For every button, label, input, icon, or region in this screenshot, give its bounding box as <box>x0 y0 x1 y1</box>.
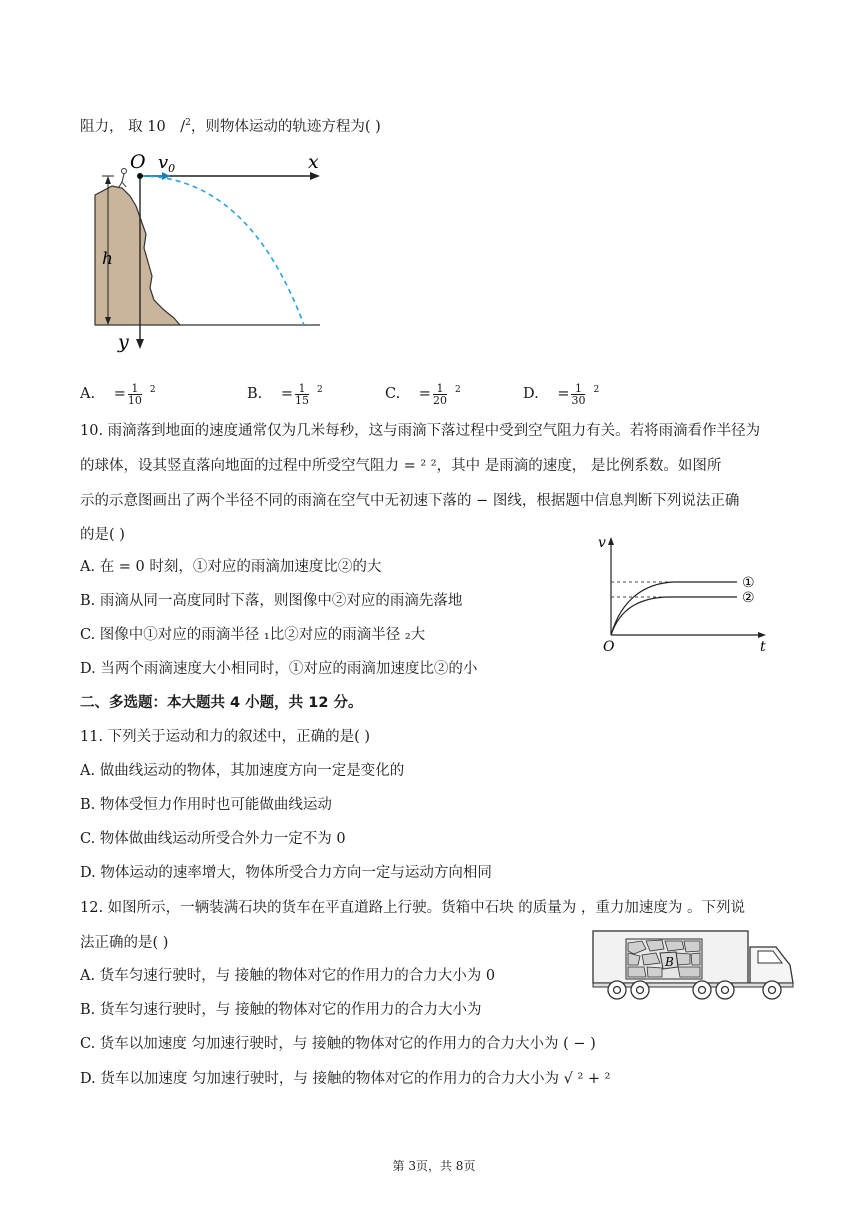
q11-stem: 11. 下列关于运动和力的叙述中，正确的是( ) <box>80 729 371 745</box>
origin-dot <box>137 173 143 179</box>
q11-option-d[interactable]: D. 物体运动的速率增大，物体所受合力方向一定与运动方向相同 <box>80 865 492 881</box>
graph-y-arrow <box>608 537 614 545</box>
q9-option-a[interactable]: A. = $\frac{1}{10}$ $^2$ <box>80 381 156 407</box>
height-top-arrow <box>105 176 111 184</box>
curve-2 <box>611 597 737 635</box>
q12-option-a[interactable]: A. 货车匀速行驶时，与 接触的物体对它的作用力的合力大小为 0 <box>80 968 496 984</box>
fraction: $\frac{1}{30}$ <box>571 381 586 407</box>
curve-2-label: ② <box>742 590 755 606</box>
trajectory-curve <box>140 176 304 325</box>
q9-stem-part1: 阻力， 取 10 <box>80 119 166 135</box>
fraction: $\frac{1}{20}$ <box>432 381 447 407</box>
q9-stem-sup: 2 <box>185 118 191 128</box>
x-axis-arrow <box>310 172 320 180</box>
y-axis-label: y <box>118 331 129 353</box>
graph-y-label: v <box>598 535 606 551</box>
fraction: $\frac{1}{15}$ <box>295 381 310 407</box>
q11-option-b[interactable]: B. 物体受恒力作用时也可能做曲线运动 <box>80 797 332 813</box>
q9-option-b[interactable]: B. = $\frac{1}{15}$ $^2$ <box>247 381 323 407</box>
height-label: h <box>102 249 113 269</box>
q12-stem-line2: 法正确的是( ) <box>80 935 169 951</box>
q10-stem-line2: 的球体，设其竖直落向地面的过程中所受空气阻力 = ² ²，其中 是雨滴的速度， 是比例系数。如图所 <box>80 458 722 474</box>
graph-x-arrow <box>758 632 766 638</box>
projectile-cliff-figure <box>88 150 338 355</box>
q9-option-c[interactable]: C. = $\frac{1}{20}$ $^2$ <box>385 381 461 407</box>
q9-stem-part2: ，则物体运动的轨迹方程为( ) <box>190 119 381 135</box>
q9-option-d[interactable]: D. = $\frac{1}{30}$ $^2$ <box>523 381 600 407</box>
q10-option-b[interactable]: B. 雨滴从同一高度同时下落，则图像中②对应的雨滴先落地 <box>80 593 463 609</box>
fraction: $\frac{1}{10}$ <box>127 381 142 407</box>
person-icon <box>119 169 127 188</box>
q9-stem-line <box>80 113 381 137</box>
origin-label: O <box>130 151 146 173</box>
q10-option-d[interactable]: D. 当两个雨滴速度大小相同时，①对应的雨滴加速度比②的小 <box>80 661 478 677</box>
q12-option-b[interactable]: B. 货车匀速行驶时，与 接触的物体对它的作用力的合力大小为 <box>80 1002 482 1018</box>
q11-option-c[interactable]: C. 物体做曲线运动所受合外力一定不为 0 <box>80 831 346 847</box>
graph-origin-label: O <box>603 639 615 655</box>
rock-b-label: B <box>665 955 674 969</box>
section-heading: 二、多选题：本大题共 4 小题，共 12 分。 <box>80 695 363 711</box>
y-axis-arrow <box>136 339 144 349</box>
truck-figure <box>590 927 800 1002</box>
x-axis-label: x <box>308 151 319 173</box>
velocity-label: $v_0$ <box>158 152 176 175</box>
q12-option-d[interactable]: D. 货车以加速度 匀加速行驶时，与 接触的物体对它的作用力的合力大小为 √ ² + ² <box>80 1071 611 1087</box>
graph-x-label: t <box>760 639 766 655</box>
q12-stem-line1: 12. 如图所示，一辆装满石块的货车在平直道路上行驶。货箱中石块 的质量为 ，重力加速度为 。下列说 <box>80 900 745 916</box>
q10-option-c[interactable]: C. 图像中①对应的雨滴半径 ₁比②对应的雨滴半径 ₂大 <box>80 627 426 643</box>
curve-1-label: ① <box>742 575 755 591</box>
q10-option-a[interactable]: A. 在 = 0 时刻，①对应的雨滴加速度比②的大 <box>80 559 382 575</box>
q10-stem-line3: 示的示意图画出了两个半径不同的雨滴在空气中无初速下落的 − 图线，根据题中信息判断下列说法正确 <box>80 493 740 509</box>
q9-stem-slash: / <box>180 119 186 135</box>
page-footer: 第 3页，共 8页 <box>392 1159 476 1173</box>
q10-stem-line4: 的是( ) <box>80 527 125 543</box>
velocity-time-graph <box>592 535 772 657</box>
q11-option-a[interactable]: A. 做曲线运动的物体，其加速度方向一定是变化的 <box>80 763 405 779</box>
q10-stem-line1: 10. 雨滴落到地面的速度通常仅为几米每秒，这与雨滴下落过程中受到空气阻力有关。若将雨滴看作半径为 <box>80 423 761 439</box>
q12-option-c[interactable]: C. 货车以加速度 匀加速行驶时，与 接触的物体对它的作用力的合力大小为 ( − ) <box>80 1036 596 1052</box>
